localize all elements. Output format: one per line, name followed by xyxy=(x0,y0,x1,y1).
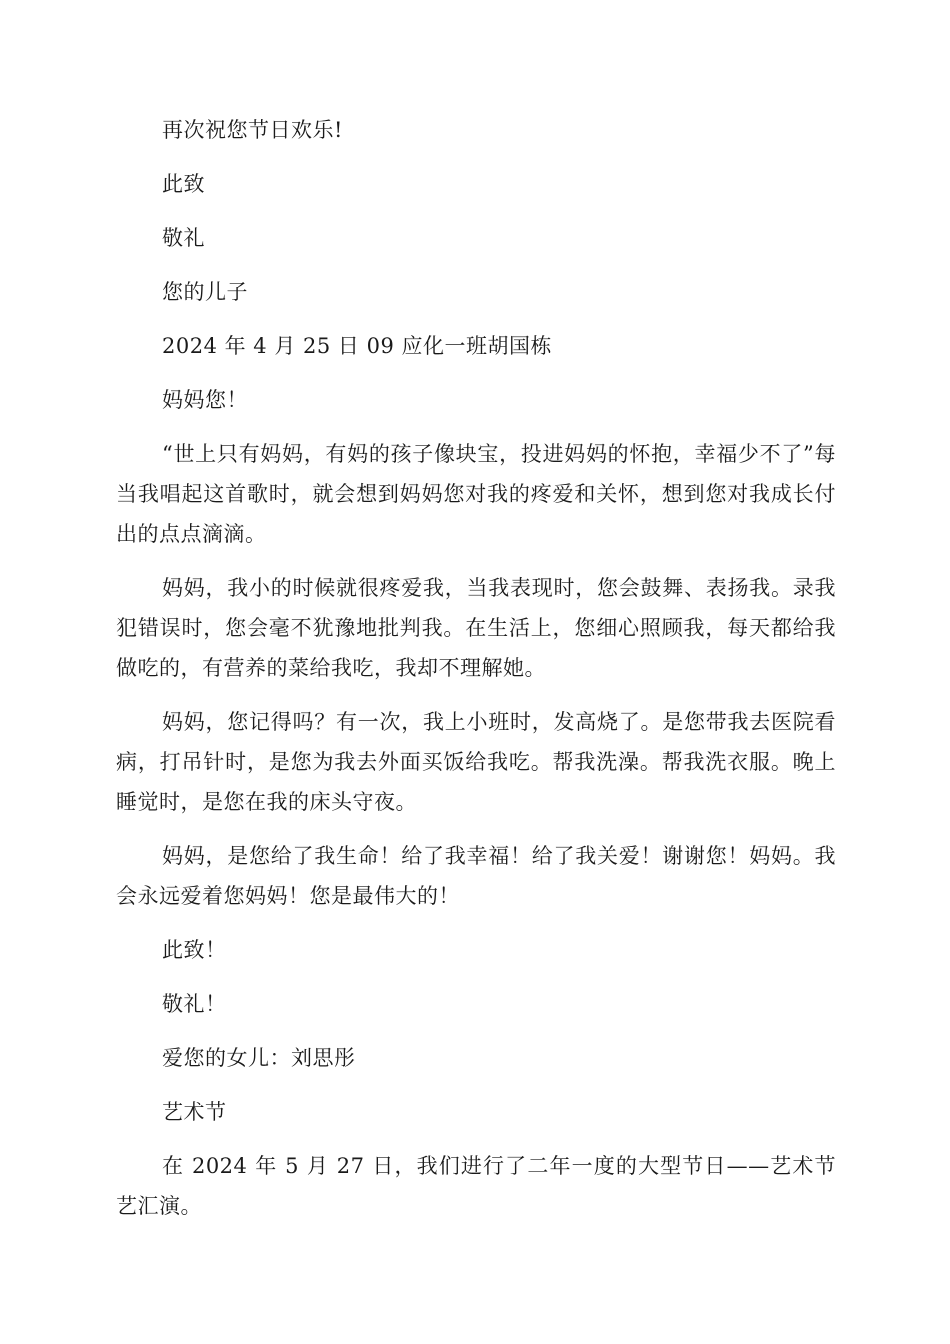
salutation-cizhi-2: 此致！ xyxy=(162,938,227,962)
letter-greeting: 妈妈您！ xyxy=(162,388,248,412)
salutation-jingli-2: 敬礼！ xyxy=(162,992,227,1016)
signature-daughter: 爱您的女儿：刘思彤 xyxy=(162,1046,356,1070)
section-title-art-festival: 艺术节 xyxy=(162,1100,227,1124)
closing-wish: 再次祝您节日欢乐! xyxy=(162,118,343,142)
letter-paragraph-childhood: 妈妈，我小的时候就很疼爱我，当我表现时，您会鼓舞、表扬我。录我犯错误时，您会毫不犹豫地批判我。在生活上，您细心照顾我，每天都给我做吃的，有营养的菜给我吃，我却不理解她。 xyxy=(116,576,836,680)
art-festival-paragraph: 在 2024 年 5 月 27 日，我们进行了二年一度的大型节日——艺术节艺汇演。 xyxy=(116,1154,836,1218)
letter-paragraph-song: “世上只有妈妈，有妈的孩子像块宝，投进妈妈的怀抱，幸福少不了”每当我唱起这首歌时，就会想到妈妈您对我的疼爱和关怀，想到您对我成长付出的点点滴滴。 xyxy=(116,442,836,546)
date-line: 2024 年 4 月 25 日 09 应化一班胡国栋 xyxy=(162,334,552,358)
salutation-cizhi: 此致 xyxy=(162,172,205,196)
salutation-jingli: 敬礼 xyxy=(162,226,205,250)
letter-paragraph-fever: 妈妈，您记得吗？有一次，我上小班时，发高烧了。是您带我去医院看病，打吊针时，是您为我去外面买饭给我吃。帮我洗澡。帮我洗衣服。晚上睡觉时，是您在我的床头守夜。 xyxy=(116,710,836,814)
signature-son: 您的儿子 xyxy=(162,280,248,304)
letter-paragraph-thanks: 妈妈，是您给了我生命！给了我幸福！给了我关爱！谢谢您！妈妈。我会永远爱着您妈妈！您是最伟大的！ xyxy=(116,844,836,908)
document-body xyxy=(116,110,836,1240)
